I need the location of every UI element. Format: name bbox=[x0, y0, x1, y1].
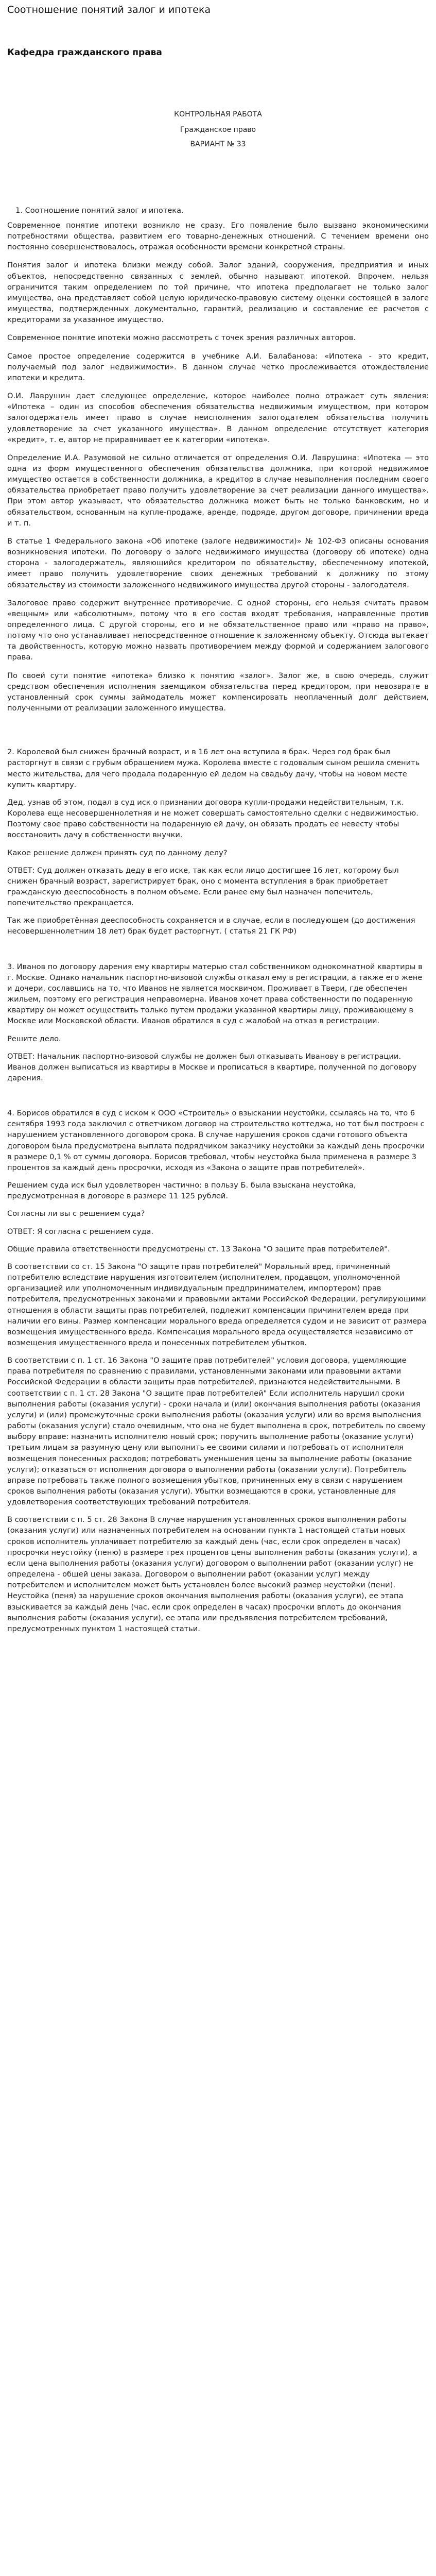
paragraph: В соответствии со ст. 15 Закона "О защите прав потребителей" Моральный вред, причиненный потребителю вследствие нарушения изготовителем (исполнителем, продавцом, уполномоченной организацией или уполномоченным индивидуальным предпринимателем, импортером) прав потребителя, предусмотренных законами и правовыми актами Российской Федерации, регулирующими отношения в области защиты прав потребителей, подлежит компенсации причинителем вреда при наличии его вины. Размер компенсации морального вреда определяется судом и не зависит от размера возмещения имущественного вреда. Компенсация морального вреда осуществляется независимо от возмещения имущественного вреда и понесенных потребителем убытков. bbox=[7, 1262, 427, 1347]
paragraph: Дед, узнав об этом, подал в суд иск о признании договора купли-продажи недействительным, т.к. Королева еще несовершеннолетняя и не может совершать самостоятельно сделки с недвижимостью. Поэтому свое право собственности на подаренную ей дачу, он обязать продать ее невесту чтобы восстановить дачу в собственности внучки. bbox=[7, 798, 418, 840]
paragraph: В статье 1 Федерального закона «Об ипотеке (залоге недвижимости)» № 102-ФЗ описаны основания возникновения ипотеки. По договору о залоге недвижимого имущества (договору об ипотеке) одна сторона - залогодержатель, являющийся кредитором по обязательству, обеспеченному ипотекой, имеет право получить удовлетворение своих денежных требований к должнику по этому обязательству из стоимости заложенного недвижимого имущества другой стороны - залогодателя. bbox=[7, 536, 429, 589]
section-2 bbox=[7, 747, 429, 937]
question: Какое решение должен принять суд по данному делу? bbox=[7, 848, 228, 857]
section-1 bbox=[7, 220, 429, 714]
paragraph: Определение И.А. Разумовой не сильно отличается от определения О.И. Лаврушина: «Ипотека — это одна из форм имущественного обеспечения обязательства должника, при которой недвижимое имущество остается в собственности должника, а кредитор в случае невыполнения последним своего обязательства приобретает право получить удовлетворение за счет реализации данного имущества». При этом автор указывает, что обязательство должника может быть не только банковским, но и обязательством, основанным на купле-продаже, аренде, подряде, другом договоре, причинении вреда и т. п. bbox=[7, 453, 429, 528]
task-statement: 2. Королевой был снижен брачный возраст, и в 16 лет она вступила в брак. Через год брак был расторгнут в связи с грубым обращением мужа. Королева вместе с годовалым сыном решила сменить место жительства, для чего продала подаренную ей дедом на свадьбу дачу, чтобы на новом месте купить квартиру. bbox=[7, 748, 420, 789]
paragraph: Современное понятие ипотеки можно рассмотреть с точек зрения различных авторов. bbox=[7, 333, 356, 343]
paragraph: Понятия залог и ипотека близки между собой. Залог зданий, сооружения, предприятия и иных объектов, непосредственно связанных с землей, обычно называют ипотекой. Впрочем, нельзя ограничится таким определением по той причине, что ипотека предполагает не только залог имущества, она представляет собой целую юридическо-правовую систему оценки состоящей в залоге имущества, подтвержденных документально, гарантий, реализацию и составление ее расчетов с кредиторами за указанное имущество. bbox=[7, 261, 429, 325]
section-4 bbox=[7, 1108, 429, 1634]
section-3 bbox=[7, 961, 429, 1084]
paragraph: Решением суда иск был удовлетворен частично: в пользу Б. была взыскана неустойка, предусмотренная в договоре в размере 11 125 рублей. bbox=[7, 1181, 356, 1201]
paragraph: В соответствии с п. 5 ст. 28 Закона В случае нарушения установленных сроков выполнения работы (оказания услуги) или назначенных потребителем на основании пункта 1 настоящей статьи новых сроков исполнитель уплачивает потребителю за каждый день (час, если срок определен в часах) просрочки неустойку (пеню) в размере трех процентов цены выполнения работы (оказания услуги), а если цена выполнения работы (оказания услуги) договором о выполнении работ (оказании услуг) не определена - общей цены заказа. Договором о выполнении работ (оказании услуг) между потребителем и исполнителем может быть установлен более высокий размер неустойки (пени). Неустойка (пеня) за нарушение сроков окончания выполнения работы (оказания услуги), ее этапа взыскивается за каждый день (час, если срок определен в часах) просрочки вплоть до окончания выполнения работы (оказания услуги), ее этапа или предъявления потребителем требований, предусмотренных пунктом 1 настоящей статьи. bbox=[7, 1515, 417, 1633]
paragraph: Так же приобретённая дееспособность сохраняется и в случае, если в последующем (до достижения несовершеннолетним 18 лет) брак будет расторгнут. ( статья 21 ГК РФ) bbox=[7, 916, 415, 936]
task-statement: 3. Иванов по договору дарения ему квартиры матерью стал собственником однокомнатной квартиры в г. Москве. Однако начальник паспортно-визовой службы отказал ему в регистрации, а также его жене и дочери, сославшись на то, что Иванов не является москвичом. Проживает в Твери, где обеспечен жильем, поэтому его регистрация неправомерна. Иванов хочет права собственности по подаренную квартиру он может осуществить только путем продажи указанной квартиры лицу, проживающему в Москве или Московской области. Иванов обратился в суд с жалобой на отказ в регистрации. bbox=[7, 962, 423, 1026]
subject-name: Гражданское право bbox=[180, 126, 256, 134]
work-type: КОНТРОЛЬНАЯ РАБОТА bbox=[174, 110, 262, 118]
paragraph: Общие правила ответственности предусмотрены ст. 13 Закона "О защите прав потребителей". bbox=[7, 1244, 390, 1253]
section-1-title: 1. Соотношение понятий залог и ипотека. bbox=[15, 206, 184, 215]
question: Согласны ли вы с решением суда? bbox=[7, 1209, 145, 1218]
answer: ОТВЕТ: Я согласна с решением суда. bbox=[7, 1227, 154, 1236]
paragraph: Самое простое определение содержится в учебнике А.И. Балабанова: «Ипотека - это кредит, получаемый под залог недвижимости». В данном случае четко прослеживается отождествление ипотеки и кредита. bbox=[7, 351, 429, 382]
paragraph: По своей сути понятие «ипотека» близко к понятию «залог». Залог же, в свою очередь, служит средством обеспечения исполнения заемщиком обязательства перед кредитором, при невозврате в установленный срок суммы займодатель может компенсировать неоплаченный долг действием, полученными от реализации заложенного имущества. bbox=[7, 671, 429, 713]
paragraph: Залоговое право содержит внутреннее противоречие. С одной стороны, его нельзя считать правом «вещным» или «абсолютным», потому что в его состав входят требования, направленные против определенного лица. С другой стороны, его и не обязательственное право или «право на право», потому что оно устанавливает непосредственное отношение к заложенному объекту. Отсюда вытекает та двойственность, которую можно назвать противоречием между формой и содержанием залогового права. bbox=[7, 598, 429, 662]
variant-number: ВАРИАНТ № 33 bbox=[190, 140, 246, 148]
document-title: Соотношение понятий залог и ипотека bbox=[7, 4, 211, 15]
answer: ОТВЕТ: Суд должен отказать деду в его иске, так как если лицо достигшее 16 лет, которому был снижен брачный возраст, зарегистрирует брак, оно с момента вступления в брак приобретает гражданскую дееспособность в полном объеме. Если ранее ему был назначен попечитель, попечительство прекращается. bbox=[7, 866, 399, 908]
paragraph: Современное понятие ипотеки возникло не сразу. Его появление было вызвано экономическими потребностями общества, развитием его товарно-денежных отношений. С течением времени оно постоянно совершенствовалось, отражая особенности времени конкретной страны. bbox=[7, 221, 429, 252]
paragraph: В соответствии с п. 1 ст. 16 Закона "О защите прав потребителей" условия договора, ущемляющие права потребителя по сравнению с правилами, установленными законами или правовыми актами Российской Федерации в области защиты прав потребителей, признаются недействительными. В соответствии с п. 1 ст. 28 Закона "О защите прав потребителей" Если исполнитель нарушил сроки выполнения работы (оказания услуги) - сроки начала и (или) окончания выполнения работы (оказания услуги) и (или) промежуточные сроки выполнения работы (оказания услуги) или во время выполнения работы (оказания услуги) стало очевидным, что она не будет выполнена в срок, потребитель по своему выбору вправе: назначить исполнителю новый срок; поручить выполнение работы (оказание услуги) третьим лицам за разумную цену или выполнить ее своими силами и потребовать от исполнителя возмещения понесенных расходов; потребовать уменьшения цены за выполнение работы (оказание услуги); отказаться от исполнения договора о выполнении работы (оказании услуги). Потребитель вправе потребовать также полного возмещения убытков, причиненных ему в связи с нарушением сроков выполнения работы (оказания услуги). Убытки возмещаются в сроки, установленные для удовлетворения соответствующих требований потребителя. bbox=[7, 1356, 426, 1507]
paragraph: О.И. Лаврушин дает следующее определение, которое наиболее полно отражает суть явления: «Ипотека – один из способов обеспечения обязательства недвижимым имуществом, при котором залогодержатель имеет право в случае неисполнения залогодателем обязательства получить удовлетворение за счет указанного имущества». В данном определение отсутствует категория «кредит», т. е, автор не приравнивает ее к категории «ипотека». bbox=[7, 392, 429, 444]
answer: ОТВЕТ: Начальник паспортно-визовой службы не должен был отказывать Иванову в регистрации. Иванов должен выписаться из квартиры в Москве и прописаться в квартире, полученной по договору дарения. bbox=[7, 1052, 417, 1082]
department-heading: Кафедра гражданского права bbox=[7, 47, 162, 58]
task-statement: 4. Борисов обратился в суд с иском к ООО «Строитель» о взыскании неустойки, ссылаясь на то, что 6 сентября 1993 года заключил с ответчиком договор на строительство коттеджа, но тот был построен с нарушением установленного договором срока. В случае нарушения сроков сдачи готового объекта договором была предусмотрена выплата подрядчиком заказчику неустойки за каждый день просрочки в размере 0,1 % от суммы договора. Борисов требовал, чтобы неустойка была применена в размере 3 процентов за каждый день просрочки, исходя из «Закона о защите прав потребителей». bbox=[7, 1109, 425, 1172]
question: Решите дело. bbox=[7, 1034, 61, 1043]
